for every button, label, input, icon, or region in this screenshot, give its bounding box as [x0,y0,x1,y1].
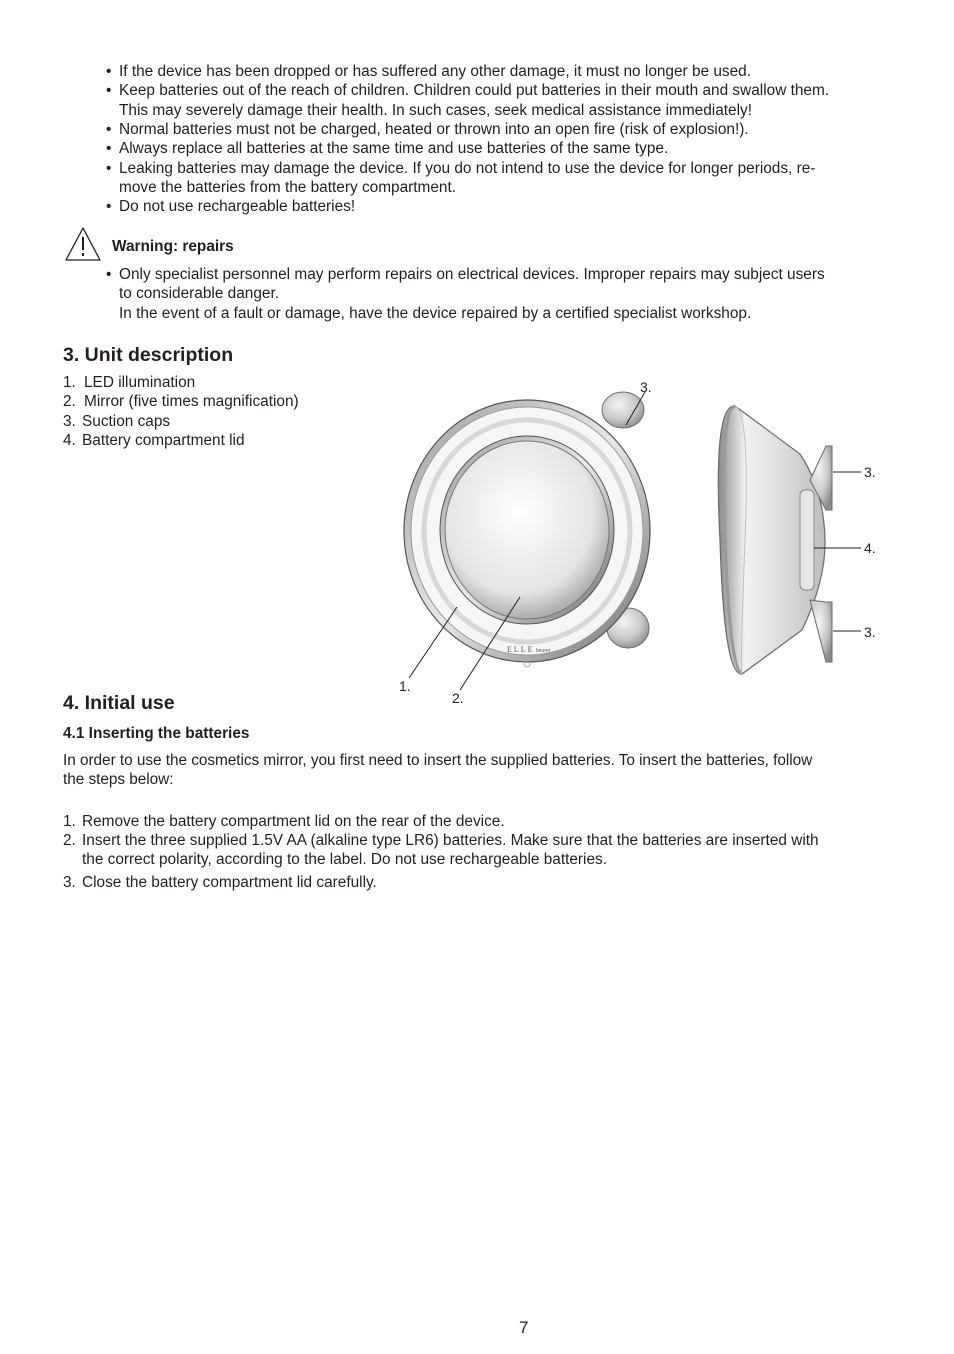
unit-description-heading: 3. Unit description [63,344,234,366]
mirror-side-view [718,406,832,674]
svg-text:ELLE: ELLE [507,645,535,654]
figure-label-1: 1. [399,678,411,694]
figure-label-2: 2. [452,690,464,706]
page-number: 7 [519,1318,529,1337]
intro-line: the steps below: [63,771,174,788]
svg-text:beurer: beurer [536,648,551,654]
figure-label-3-side-top: 3. [864,464,876,480]
battery-compartment-lid [800,490,814,590]
suction-cap-top [602,392,644,428]
intro-line: In order to use the cosmetics mirror, you first need to insert the supplied batteries. To insert the batteries, follow [63,752,813,769]
figure-label-3-front: 3. [640,379,652,395]
unit-illustration [380,370,900,710]
warning-triangle-icon [64,226,102,262]
figure-label-4: 4. [864,540,876,556]
warning-title: Warning: repairs [112,238,234,255]
initial-use-heading: 4. Initial use [63,692,175,714]
figure-label-3-side-bottom: 3. [864,624,876,640]
side-suction-cap-bottom [810,600,832,662]
inserting-batteries-subheading: 4.1 Inserting the batteries [63,725,250,742]
